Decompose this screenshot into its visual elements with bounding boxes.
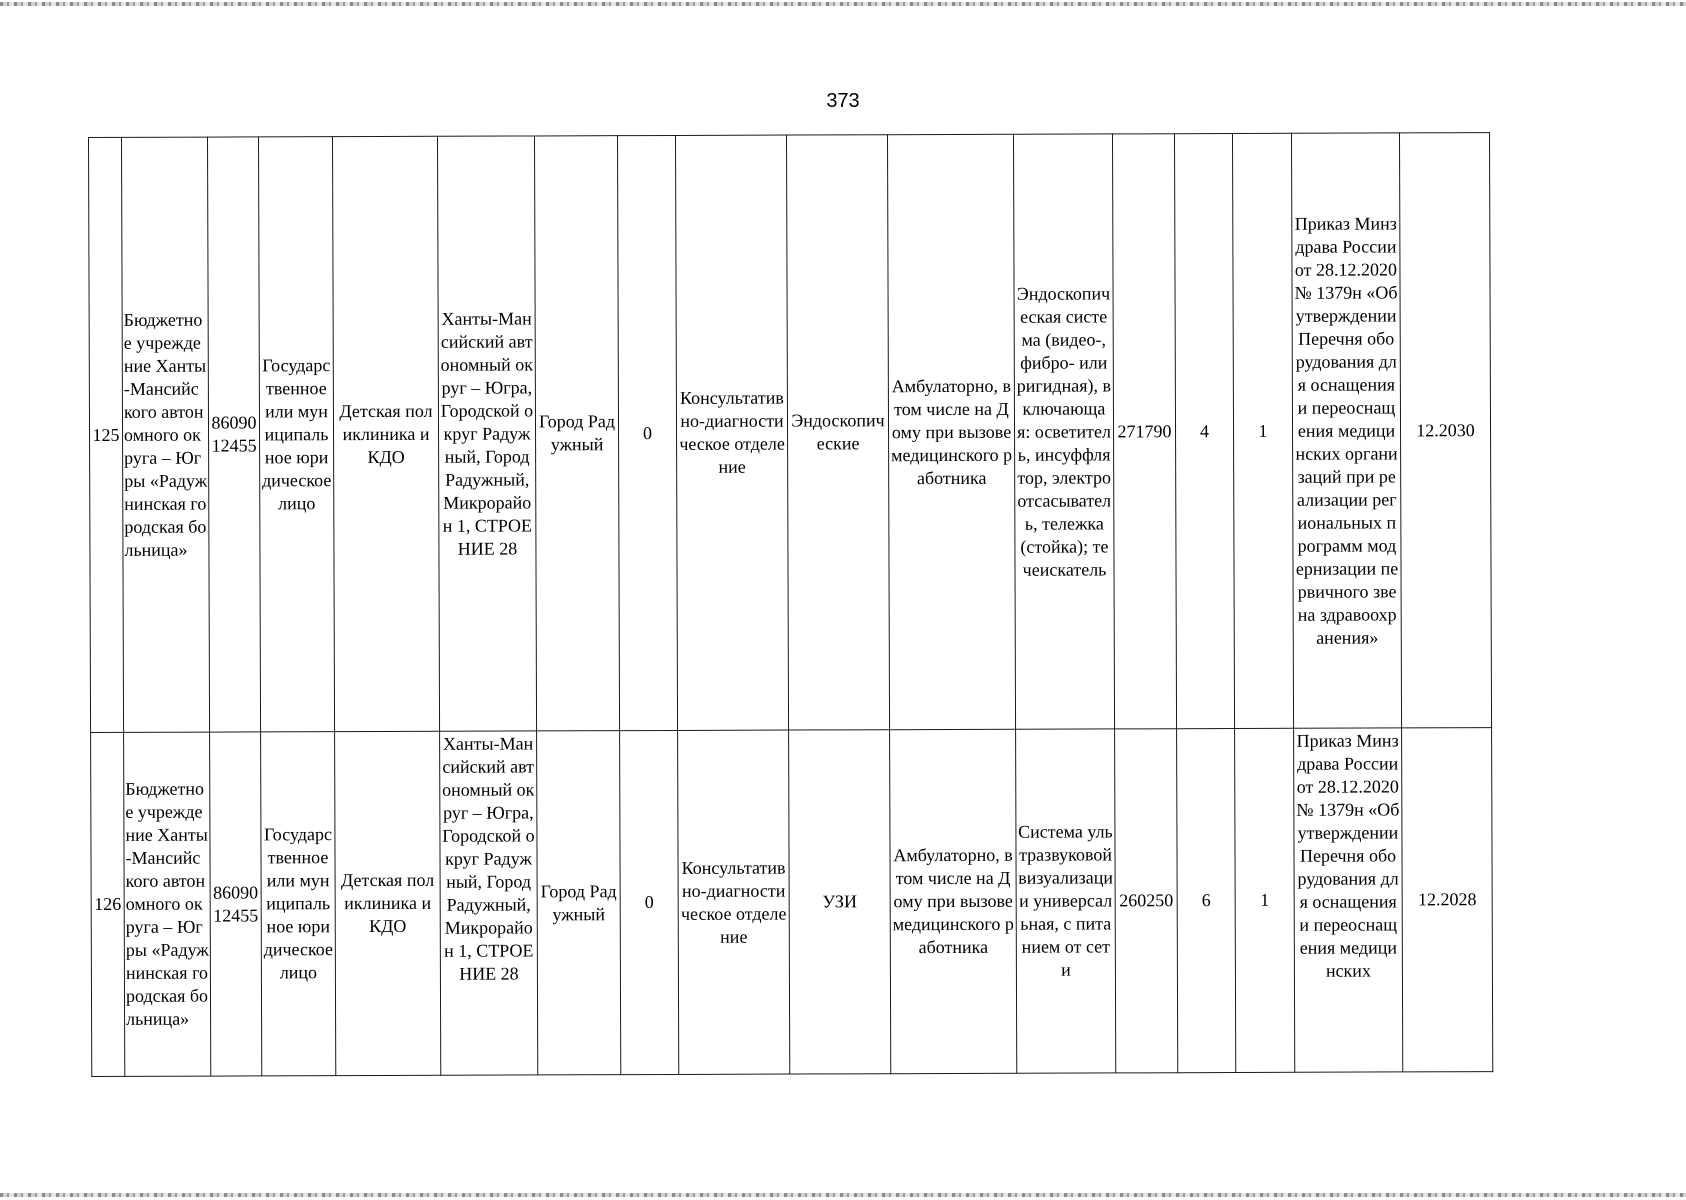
count-cell: 1: [1235, 728, 1295, 1072]
row-number: 126: [91, 732, 125, 1076]
organization-cell: Бюджетное учреждение Ханты-Мансийского автономного округа – Югры «Радужнинская городская больница»: [122, 137, 210, 732]
scan-edge-top: [0, 2, 1686, 6]
locality-cell: Город Радужный: [537, 731, 621, 1075]
zero-cell: 0: [617, 135, 677, 730]
unit-cell: Консультативно-диагностическое отделение: [675, 135, 788, 730]
row-number: 125: [89, 137, 124, 732]
department-cell: Детская поликлиника и КДО: [335, 731, 441, 1075]
conditions-cell: Амбулаторно, в том числе на Дому при вызове медицинского работника: [887, 134, 1015, 729]
profile-cell: Эндоскопические: [786, 135, 889, 730]
code-cell: 8609012455: [208, 137, 261, 732]
address-cell: Ханты-Мансийский автономный округ – Югра, Городской округ Радужный, Город Радужный, Микрорайон 1, СТРОЕНИЕ 28: [440, 731, 538, 1075]
equipment-cell: Система ультразвуковой визуализации универсальная, с питанием от сети: [1016, 729, 1116, 1073]
department-cell: Детская поликлиника и КДО: [333, 136, 440, 731]
date-cell: 12.2028: [1402, 728, 1493, 1072]
organization-cell: Бюджетное учреждение Ханты-Мансийского автономного округа – Югры «Радужнинская городская больница»: [124, 732, 211, 1076]
scan-edge-bottom: [0, 1193, 1686, 1197]
page-number: 373: [826, 90, 860, 112]
equipment-table: [88, 132, 1493, 1077]
count-cell: 1: [1232, 133, 1293, 728]
order-cell: Приказ Минздрава России от 28.12.2020 № 1379н «Об утверждении Перечня оборудования для оснащения и переоснащения медицинских: [1294, 728, 1403, 1072]
date-cell: 12.2030: [1399, 133, 1491, 728]
legal-form-cell: Государственное или муниципальное юридическое лицо: [259, 137, 335, 732]
equipment-cell: Эндоскопическая система (видео-, фибро- или ригидная), включающая: осветитель, инсуффлятор, электроотсасыватель, тележка (стойка); течеискатель: [1013, 134, 1114, 729]
equipment-code-cell: 271790: [1112, 134, 1176, 729]
locality-cell: Город Радужный: [534, 136, 619, 731]
table-row: [89, 133, 1492, 733]
equipment-code-cell: 260250: [1115, 729, 1178, 1073]
conditions-cell: Амбулаторно, в том числе на Дому при вызове медицинского работника: [890, 729, 1017, 1073]
legal-form-cell: Государственное или муниципальное юридическое лицо: [261, 732, 336, 1076]
unit-cell: Консультативно-диагностическое отделение: [678, 730, 790, 1074]
zero-cell: 0: [620, 730, 679, 1074]
quantity-cell: 6: [1177, 729, 1236, 1073]
quantity-cell: 4: [1174, 134, 1234, 729]
table-row: [91, 728, 1493, 1077]
order-cell: Приказ Минздрава России от 28.12.2020 № 1379н «Об утверждении Перечня оборудования для оснащения и переоснащения медицинских организаций при реализации региональных программ модернизации первичного звена здравоохранения»: [1291, 133, 1401, 728]
code-cell: 8609012455: [210, 732, 262, 1076]
profile-cell: УЗИ: [789, 730, 891, 1074]
address-cell: Ханты-Мансийский автономный округ – Югра, Городской округ Радужный, Город Радужный, Микрорайон 1, СТРОЕНИЕ 28: [437, 136, 536, 731]
